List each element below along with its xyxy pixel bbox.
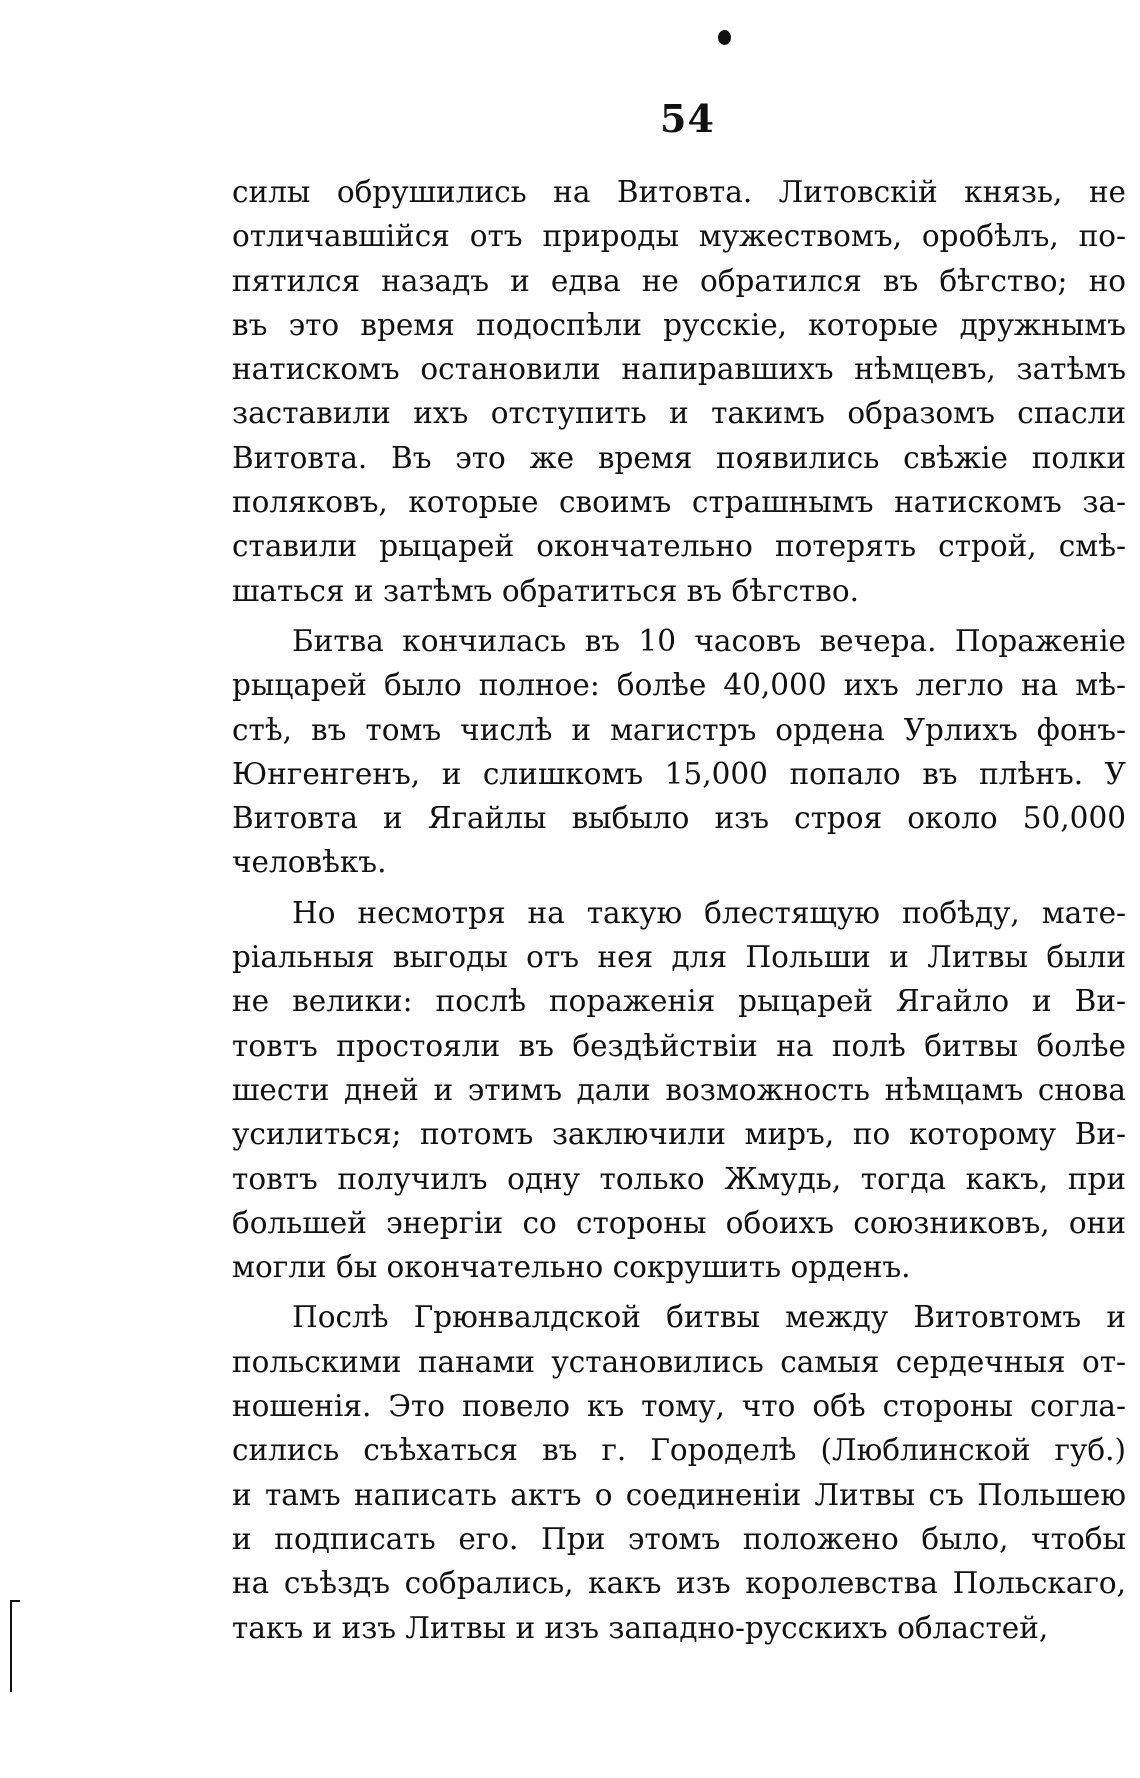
text-line: ріальныя выгоды отъ нея для Польши и Литвы были: [232, 940, 1126, 975]
text-line: поляковъ, которые своимъ страшнымъ натискомъ за-: [232, 485, 1126, 520]
text-line: товтъ простояли въ бездѣйствіи на полѣ битвы болѣе: [232, 1028, 1126, 1063]
text-line: натискомъ остановили напиравшихъ нѣмцевъ, затѣмъ: [232, 352, 1126, 387]
text-line: шести дней и этимъ дали возможность нѣмцамъ снова: [232, 1072, 1126, 1107]
text-line: Витовта и Ягайлы выбыло изъ строя около 50,000: [232, 801, 1126, 836]
page-number: 54: [660, 96, 715, 141]
text-line: и подписать его. При этомъ положено было, чтобы: [232, 1521, 1126, 1556]
text-line: рыцарей было полное: болѣе 40,000 ихъ легло на мѣ-: [232, 668, 1126, 703]
text-line: большей энергіи со стороны обоихъ союзниковъ, они: [232, 1205, 1126, 1240]
print-dot: [718, 30, 731, 45]
text-line: не велики: послѣ пораженія рыцарей Ягайло и Ви-: [232, 984, 1126, 1019]
text-line: заставили ихъ отступить и такимъ образомъ спасли: [232, 396, 1126, 431]
text-line: польскими панами установились самыя сердечныя от-: [232, 1344, 1126, 1379]
text-line: Но несмотря на такую блестящую побѣду, мате-: [292, 895, 1126, 930]
paragraph: [232, 619, 1126, 885]
paragraph: [232, 1295, 1126, 1649]
body-text: [232, 170, 1126, 1650]
text-line: пятился назадъ и едва не обратился въ бѣгство; но: [232, 263, 1126, 298]
text-line: стѣ, въ томъ числѣ и магистръ ордена Урлихъ фонъ-: [232, 712, 1126, 747]
text-line: въ это время подоспѣли русскіе, которые дружнымъ: [232, 307, 1126, 342]
text-line: сились съѣхаться въ г. Городелѣ (Люблинской губ.): [232, 1433, 1126, 1468]
text-line: отличавшійся отъ природы мужествомъ, оробѣлъ, по-: [232, 219, 1126, 254]
text-line: ношенія. Это повело къ тому, что обѣ стороны согла-: [232, 1389, 1126, 1424]
paragraph: [232, 170, 1126, 613]
text-line: Витовта. Въ это же время появились свѣжіе полки: [232, 440, 1126, 475]
margin-bracket: [10, 1600, 20, 1692]
text-line: человѣкъ.: [232, 845, 387, 880]
text-line: силы обрушились на Витовта. Литовскій князь, не: [232, 175, 1126, 209]
text-line: Юнгенгенъ, и слишкомъ 15,000 попало въ плѣнъ. У: [232, 756, 1126, 791]
paragraph: [232, 891, 1126, 1290]
text-line: на съѣздъ собрались, какъ изъ королевства Польскаго,: [232, 1566, 1126, 1601]
text-line: и тамъ написать актъ о соединеніи Литвы съ Польшею: [232, 1477, 1126, 1512]
text-line: Битва кончилась въ 10 часовъ вечера. Пораженіе: [292, 623, 1126, 658]
text-line: шаться и затѣмъ обратиться въ бѣгство.: [232, 573, 860, 608]
text-line: могли бы окончательно сокрушить орденъ.: [232, 1250, 911, 1285]
text-line: ставили рыцарей окончательно потерять строй, смѣ-: [232, 529, 1126, 564]
text-line: усилиться; потомъ заключили миръ, по которому Ви-: [232, 1117, 1126, 1152]
text-line: такъ и изъ Литвы и изъ западно-русскихъ областей,: [232, 1610, 1049, 1645]
text-line: Послѣ Грюнвалдской битвы между Витовтомъ и: [292, 1300, 1126, 1335]
text-line: товтъ получилъ одну только Жмудь, тогда какъ, при: [232, 1161, 1126, 1196]
